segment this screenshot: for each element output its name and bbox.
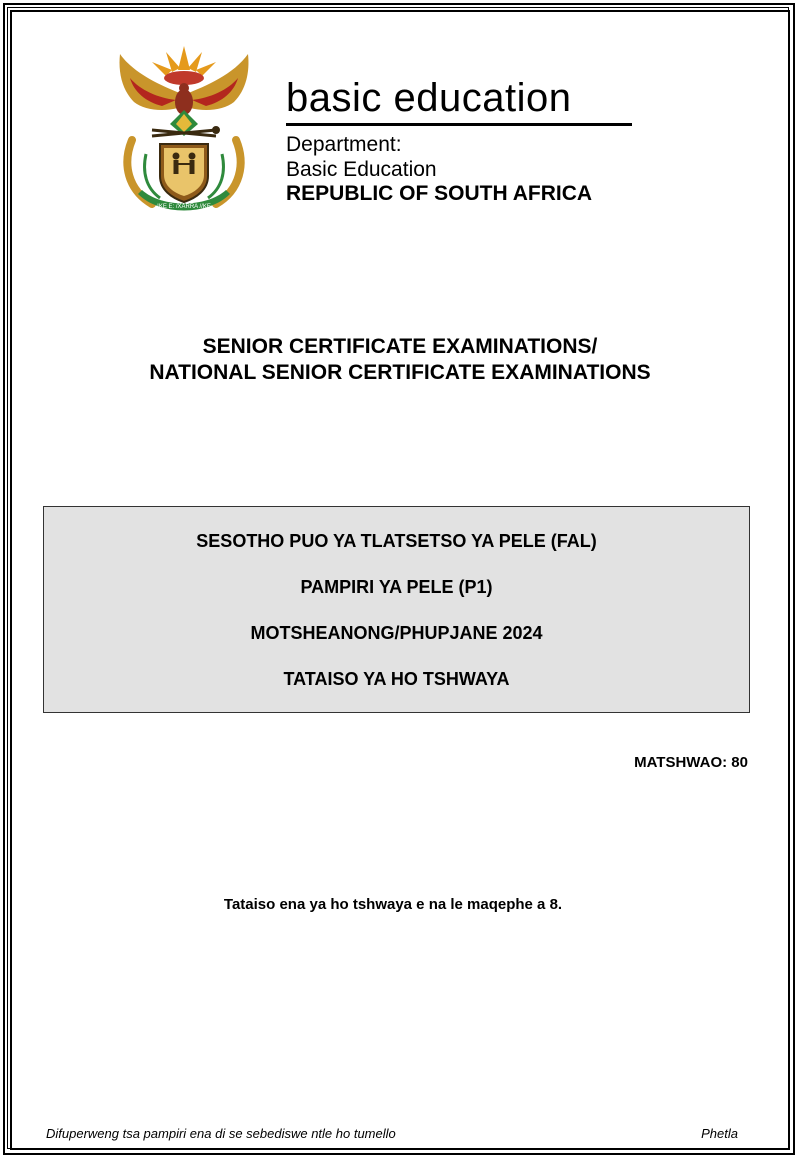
document-type: TATAISO YA HO TSHWAYA — [283, 669, 510, 689]
turn-over-label: Phetla — [701, 1126, 738, 1141]
brand-title: basic education — [286, 76, 572, 120]
total-marks: MATSHWAO: 80 — [634, 754, 748, 771]
brand-divider — [286, 123, 632, 126]
paper-info-box — [43, 506, 750, 713]
copyright-notice: Difuperweng tsa pampiri ena di se sebediswe ntle ho tumello — [46, 1126, 396, 1141]
country-name: REPUBLIC OF SOUTH AFRICA — [286, 182, 593, 205]
crest-motto: !KE E: /XARRA //KE — [157, 204, 211, 210]
paper-number: PAMPIRI YA PELE (P1) — [300, 577, 493, 597]
exam-heading-line2: NATIONAL SENIOR CERTIFICATE EXAMINATIONS — [149, 361, 651, 384]
subject-title: SESOTHO PUO YA TLATSETSO YA PELE (FAL) — [196, 531, 597, 551]
department-name: Basic Education — [286, 158, 437, 181]
coat-of-arms-logo — [112, 44, 256, 220]
page-count-note: Tataiso ena ya ho tshwaya e na le maqephe a 8. — [223, 896, 563, 913]
department-label: Department: — [286, 133, 402, 156]
exam-session: MOTSHEANONG/PHUPJANE 2024 — [250, 623, 543, 643]
exam-heading-line1: SENIOR CERTIFICATE EXAMINATIONS/ — [202, 335, 598, 358]
